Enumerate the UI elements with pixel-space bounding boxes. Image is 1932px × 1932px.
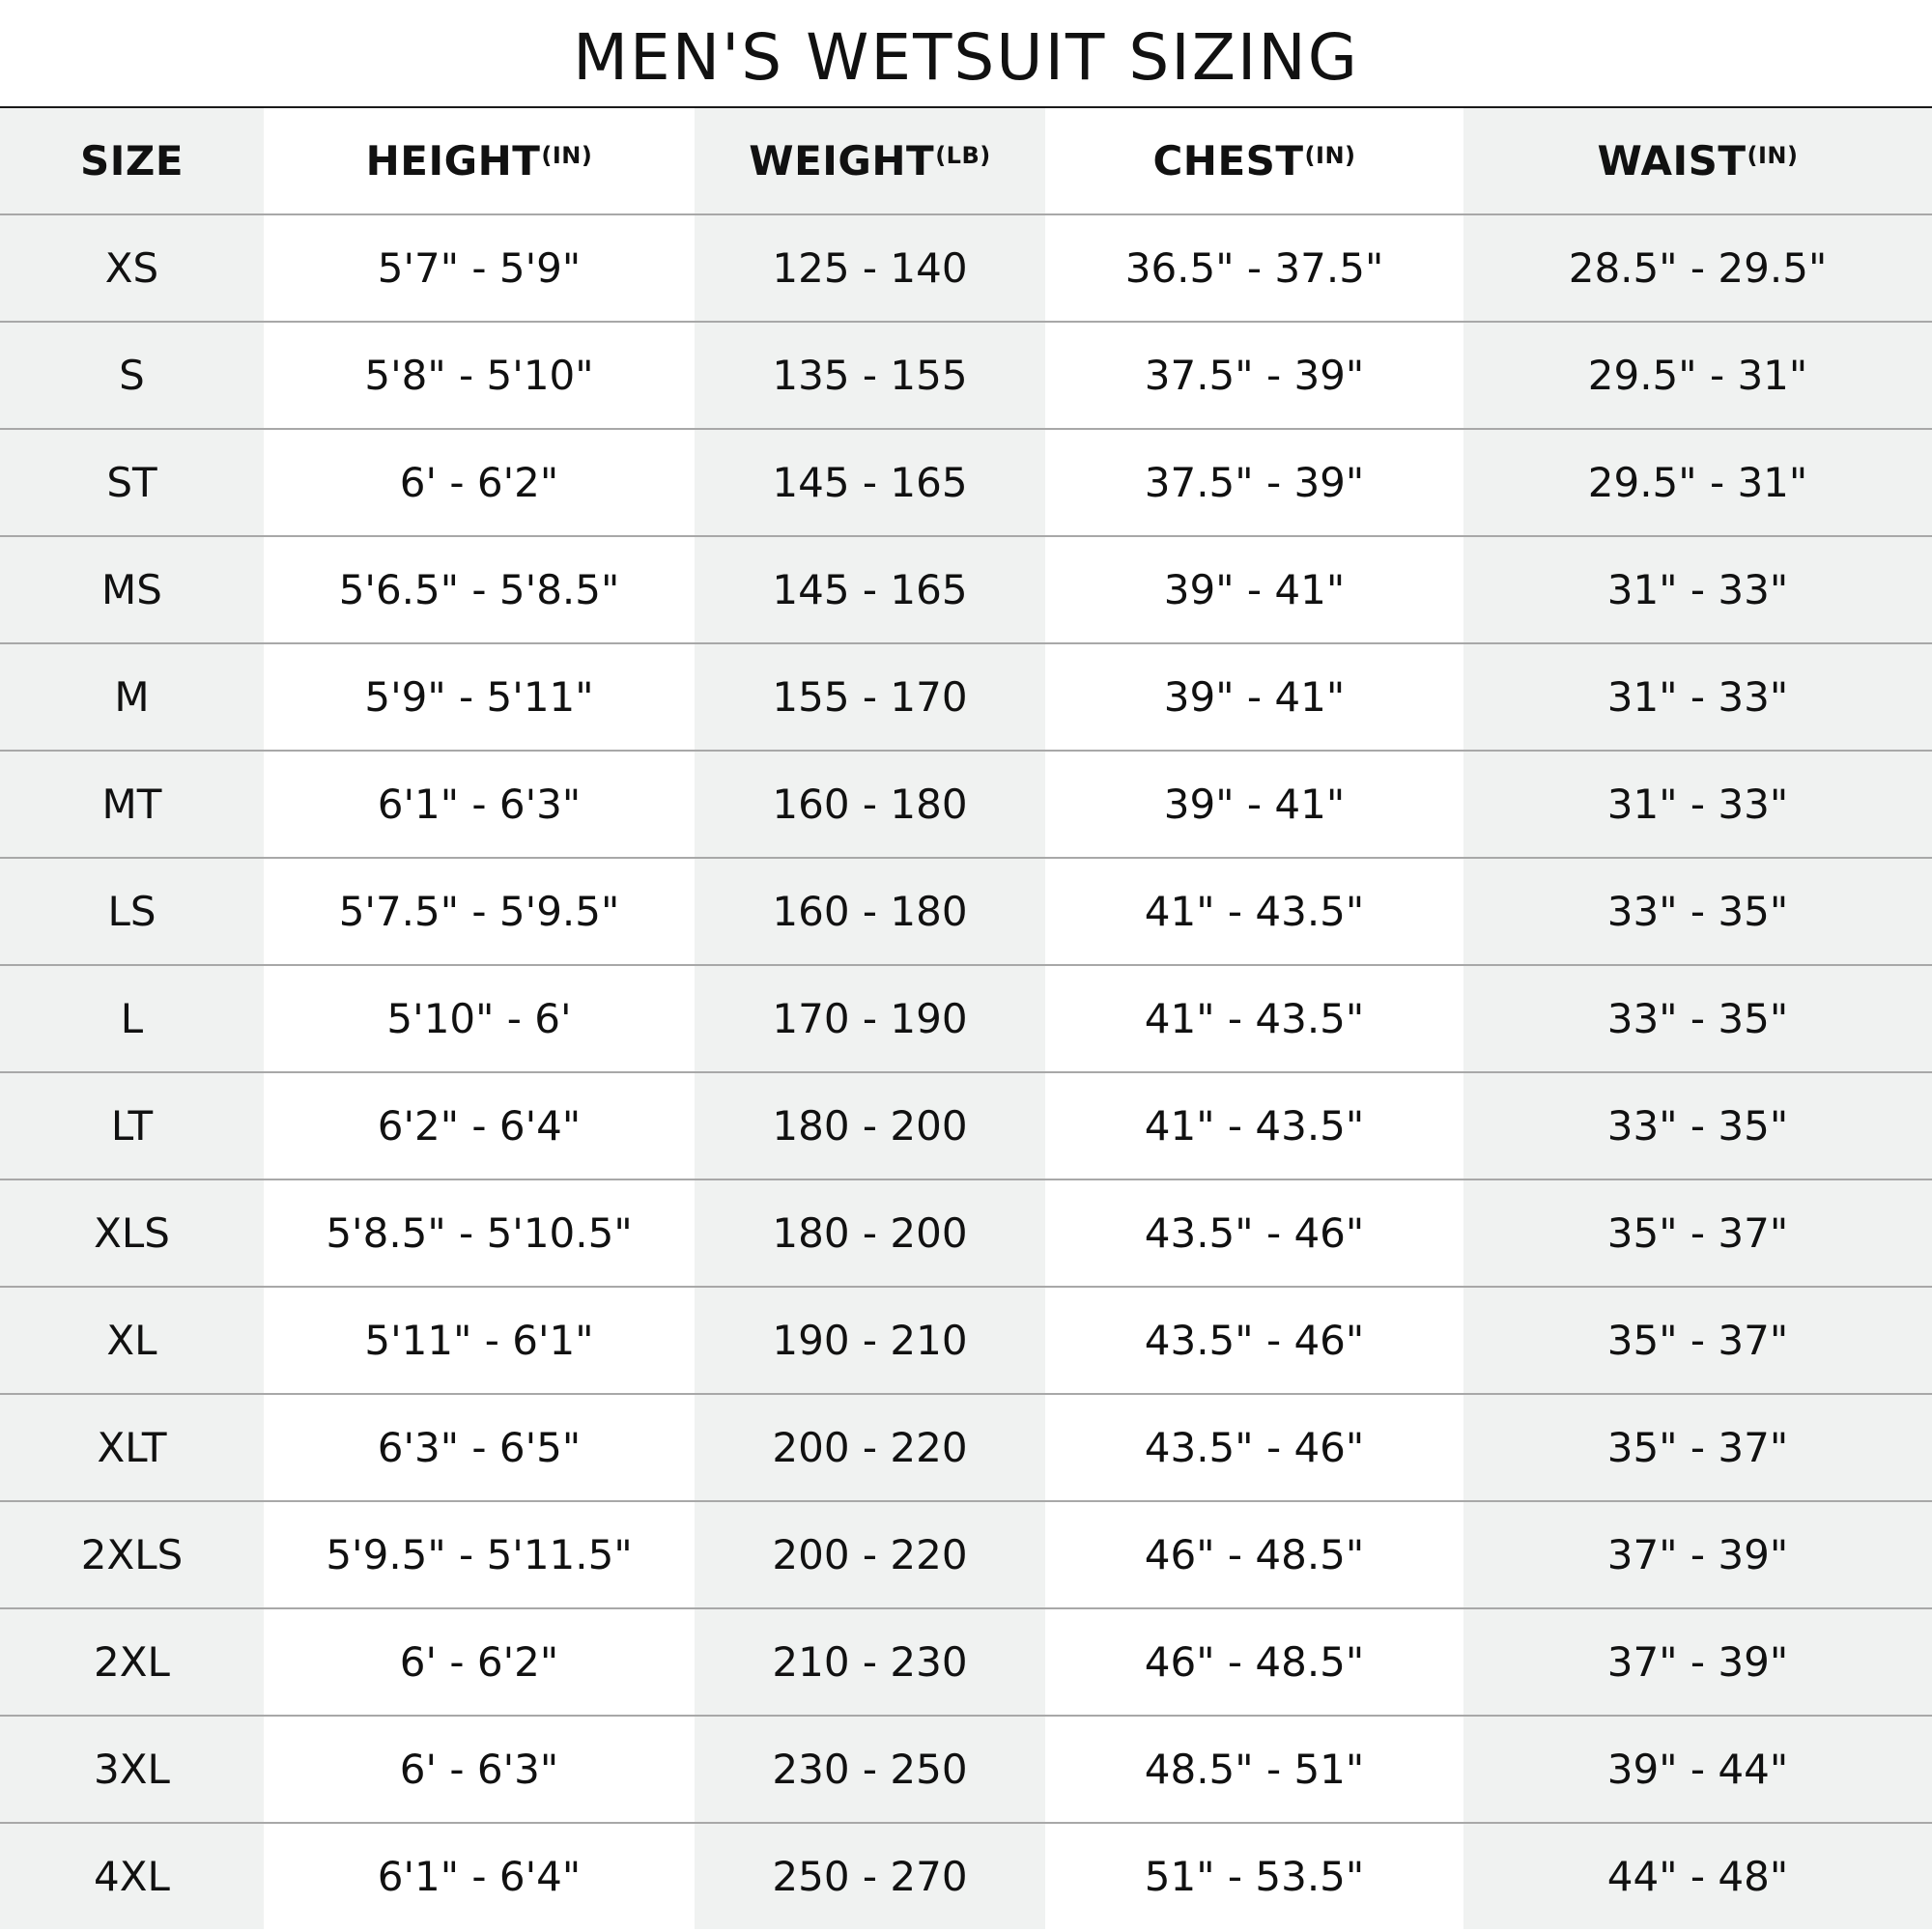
cell-height: 6'3" - 6'5" [377,1424,582,1471]
cell-chest: 46" - 48.5" [1144,1638,1365,1686]
cell-chest: 43.5" - 46" [1144,1209,1365,1257]
cell-waist: 31" - 33" [1463,644,1932,750]
table-row [0,1395,1932,1502]
cell-chest: 41" - 43.5" [1144,995,1365,1042]
table-header-row [0,108,1932,215]
cell-weight: 200 - 220 [695,1395,1045,1500]
cell-size: XS [0,215,264,321]
header-unit: (LB) [935,141,991,169]
cell-size: 4XL [0,1824,264,1929]
header-waist [1463,108,1932,213]
cell-chest: 43.5" - 46" [1144,1317,1365,1364]
cell-height: 5'7.5" - 5'9.5" [338,888,620,935]
cell-size: XLT [0,1395,264,1500]
cell-size: ST [0,430,264,535]
table-row [0,1180,1932,1288]
cell-height: 5'7" - 5'9" [377,244,582,292]
cell-waist: 39" - 44" [1463,1717,1932,1822]
header-size [0,108,264,213]
cell-weight: 180 - 200 [695,1073,1045,1179]
cell-weight: 155 - 170 [695,644,1045,750]
table-row [0,1502,1932,1609]
cell-waist: 33" - 35" [1463,966,1932,1071]
table-row [0,644,1932,752]
cell-size: MS [0,537,264,642]
cell-waist: 35" - 37" [1463,1395,1932,1500]
cell-size: 2XLS [0,1502,264,1607]
cell-weight: 200 - 220 [695,1502,1045,1607]
cell-waist: 28.5" - 29.5" [1463,215,1932,321]
cell-weight: 210 - 230 [695,1609,1045,1715]
cell-chest: 43.5" - 46" [1144,1424,1365,1471]
cell-weight: 145 - 165 [695,537,1045,642]
header-weight [695,108,1045,213]
cell-height: 6' - 6'2" [399,459,559,506]
cell-size: 3XL [0,1717,264,1822]
table-row [0,430,1932,537]
cell-chest: 39" - 41" [1163,781,1346,828]
header-label: CHEST [1152,137,1304,185]
cell-height: 6' - 6'3" [399,1746,559,1793]
cell-size: XL [0,1288,264,1393]
cell-height: 5'11" - 6'1" [364,1317,594,1364]
header-label: WEIGHT [749,137,935,185]
cell-height: 6'1" - 6'4" [377,1853,582,1900]
cell-waist: 35" - 37" [1463,1288,1932,1393]
cell-waist: 37" - 39" [1463,1502,1932,1607]
cell-weight: 170 - 190 [695,966,1045,1071]
header-label: SIZE [79,137,185,185]
table-row [0,537,1932,644]
table-row [0,859,1932,966]
cell-height: 5'9" - 5'11" [364,673,594,721]
cell-waist: 44" - 48" [1463,1824,1932,1929]
table-row [0,1073,1932,1180]
table-row [0,1288,1932,1395]
cell-chest: 39" - 41" [1163,566,1346,613]
cell-size: MT [0,752,264,857]
table-row [0,966,1932,1073]
table-row [0,1717,1932,1824]
cell-weight: 180 - 200 [695,1180,1045,1286]
cell-waist: 31" - 33" [1463,752,1932,857]
header-unit: (IN) [1304,141,1356,169]
cell-chest: 46" - 48.5" [1144,1531,1365,1578]
size-table [0,106,1932,1929]
header-chest [1045,108,1463,213]
cell-weight: 190 - 210 [695,1288,1045,1393]
cell-height: 6' - 6'2" [399,1638,559,1686]
cell-weight: 160 - 180 [695,752,1045,857]
cell-size: LT [0,1073,264,1179]
cell-height: 6'1" - 6'3" [377,781,582,828]
page-title: MEN'S WETSUIT SIZING [573,20,1359,95]
cell-waist: 33" - 35" [1463,859,1932,964]
cell-weight: 250 - 270 [695,1824,1045,1929]
header-label: HEIGHT [365,137,541,185]
cell-chest: 37.5" - 39" [1144,459,1365,506]
cell-waist: 29.5" - 31" [1463,430,1932,535]
table-row [0,215,1932,323]
cell-chest: 37.5" - 39" [1144,352,1365,399]
cell-height: 5'8.5" - 5'10.5" [326,1209,633,1257]
cell-size: S [0,323,264,428]
cell-size: XLS [0,1180,264,1286]
table-row [0,752,1932,859]
header-unit: (IN) [541,141,593,169]
cell-chest: 48.5" - 51" [1144,1746,1365,1793]
cell-height: 6'2" - 6'4" [377,1102,582,1150]
cell-weight: 230 - 250 [695,1717,1045,1822]
cell-size: L [0,966,264,1071]
cell-chest: 36.5" - 37.5" [1124,244,1384,292]
cell-waist: 31" - 33" [1463,537,1932,642]
header-height [264,108,695,213]
table-row [0,1609,1932,1717]
cell-size: M [0,644,264,750]
table-body [0,215,1932,1929]
cell-chest: 41" - 43.5" [1144,1102,1365,1150]
cell-waist: 33" - 35" [1463,1073,1932,1179]
cell-chest: 51" - 53.5" [1144,1853,1365,1900]
cell-chest: 39" - 41" [1163,673,1346,721]
cell-waist: 29.5" - 31" [1463,323,1932,428]
cell-height: 5'8" - 5'10" [364,352,594,399]
cell-height: 5'10" - 6' [386,995,572,1042]
cell-weight: 145 - 165 [695,430,1045,535]
header-unit: (IN) [1747,141,1799,169]
cell-chest: 41" - 43.5" [1144,888,1365,935]
cell-height: 5'6.5" - 5'8.5" [338,566,620,613]
cell-size: 2XL [0,1609,264,1715]
cell-size: LS [0,859,264,964]
cell-weight: 160 - 180 [695,859,1045,964]
cell-waist: 35" - 37" [1463,1180,1932,1286]
cell-height: 5'9.5" - 5'11.5" [326,1531,633,1578]
cell-weight: 135 - 155 [695,323,1045,428]
table-row [0,1824,1932,1929]
cell-waist: 37" - 39" [1463,1609,1932,1715]
table-row [0,323,1932,430]
header-label: WAIST [1597,137,1747,185]
cell-weight: 125 - 140 [695,215,1045,321]
